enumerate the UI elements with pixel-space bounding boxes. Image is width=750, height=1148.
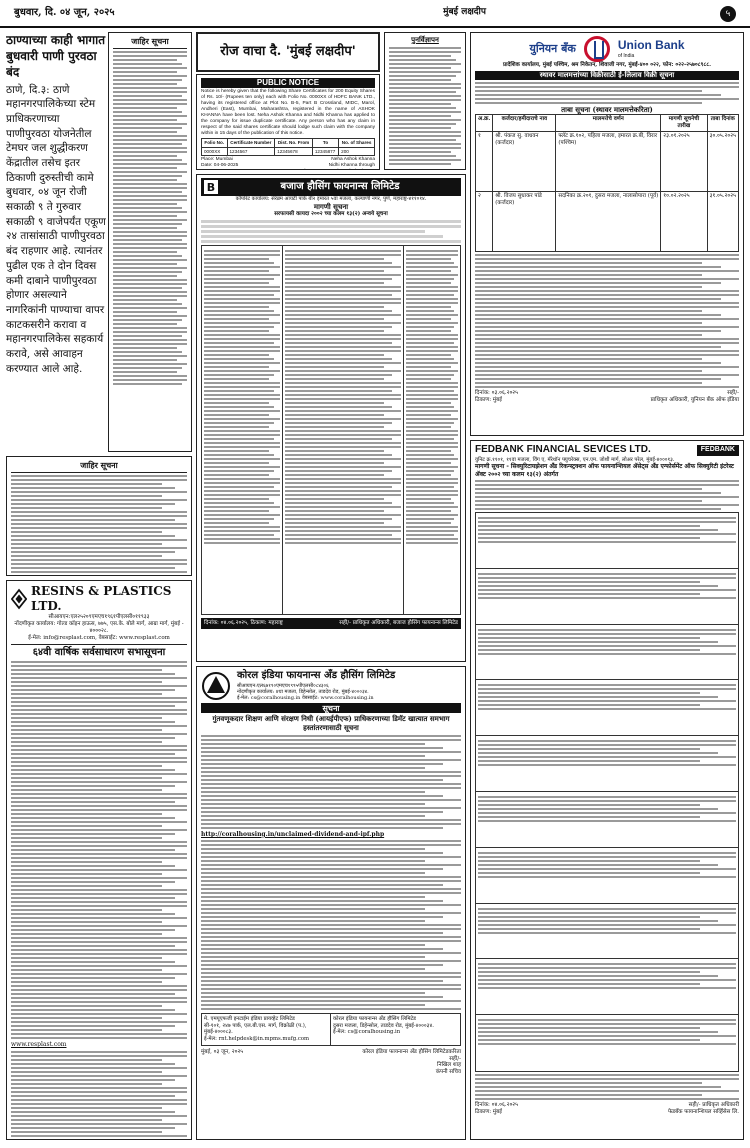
- ub-r1-demand: २३.०१.२०२५: [661, 132, 707, 192]
- bajaj-office: कॉपोरेट कार्यालय: सेरेब्रम आयटी पार्क बी२ इमारत ५वा मजला, कल्याणी नगर, पुणे, महाराष्ट्र-४११०१४.: [235, 196, 427, 202]
- ub-r2-demand: १०.०२.२०२५: [661, 192, 707, 252]
- bajaj-section: सरफायसी कायदा २००२ च्या कलम १३(२) अन्वये सूचना: [274, 211, 388, 218]
- coral-india-notice: [196, 666, 466, 1140]
- pn-body: Notice is hereby given that the following Share Certificates for 200 Equity Shares of Rs. 10/- (Rupees ten only) each with Folio No. 0000XX of HDFC BANK LTD., having its registered office at Plot No. B-5, Part B Crossland, MIDC, Marol, Andheri (East), Mumbai, Maharashtra, registered in the name of ASHOK KHANNA have been lost. Neha Ashok Khanna and Nidhi Khanna has applied to the company for issue duplicate certificate. Any person who has any claim in respect of the said shares certificate should lodge such claim with the company within in 15 days of the publication of this notice.: [201, 89, 375, 136]
- pn-th-cert: Certificate Number: [227, 138, 275, 147]
- coral-title: सूचना: [201, 703, 461, 713]
- resins-address: नोंदणीकृत कार्यालय: गोल्ड कॉइन हाऊस, ७७५, एस.के. बोले मार्ग, आग्रा मार्ग, मुंबई - ४०००२८.: [14, 620, 184, 634]
- fedbank-footer-sign: सही/- प्राधिकृत अधिकारी फेडबँक फायनान्शियल सर्व्हिसेस लि.: [667, 1102, 739, 1115]
- ub-th-sr: अ.क्र.: [476, 115, 493, 132]
- masthead: [0, 0, 750, 28]
- ub-table: [475, 114, 739, 252]
- issue-date: बुधवार, दि. ०४ जून, २०२५: [14, 6, 115, 18]
- ub-title1: स्थावर मालमत्तांच्या विक्रीसाठी ई-लिलाव विक्री सूचना: [475, 71, 739, 80]
- resins-plastics-notice: [6, 580, 192, 1140]
- list-item: [476, 513, 738, 569]
- pn-th-shares: No. of Shares: [339, 138, 375, 147]
- ub-footer-sign: सही/- प्राधिकृत अधिकारी, युनियन बँक ऑफ इंडिया: [650, 390, 739, 403]
- fedbank-name: FEDBANK FINANCIAL SEVICES LTD.: [475, 444, 651, 455]
- table-row: [202, 147, 375, 156]
- pn-td-shares: 200: [339, 147, 375, 156]
- bajaj-subtitle: मागणी सूचना: [313, 201, 349, 211]
- ub-brand-marathi: युनियन बँक: [529, 42, 576, 56]
- coral-name: कोरल इंडिया फायनान्स अँड हौसिंग लिमिटेड: [237, 670, 396, 681]
- ub-brand-sub: of India: [617, 53, 635, 60]
- ub-th-possession: ताबा दिनांक: [707, 115, 738, 132]
- resins-contact: ई-मेल: info@resplast.com, वेबसाईट: www.resplast.com: [28, 634, 170, 641]
- ub-address: प्रादेशिक कार्यालय, मुंबई पश्चिम, श्रम निकेतन, शिवाजी नगर, मुंबई-४०० ०२२, फोन: ०२२-२५७०८९८८.: [502, 62, 712, 68]
- pn-sign: Neha Ashok Khanna Nidhi Khanna through: [328, 157, 375, 169]
- list-item: [476, 569, 738, 625]
- ub-r2-sr: २: [476, 192, 493, 252]
- article-body: ठाणे, दि.३: ठाणे महानगरपालिकेच्या स्टेम प्राधिकरणाच्या पाणीपुरवठा योजनेतील टेमघर जल शुद्धीकरण केंद्रातील तसेच इतर ठिकाणी दुरुस्तीची कामे बुधवार, ०४ जून रोजी सकाळी ९ ते गुरुवार सकाळी ९ वाजेपर्यंत एकूण २४ तासांसाठी पाणीपुरवठा बंद राहणार आहे. त्यानंतर पुढील एक ते दोन दिवस कमी दाबाने पाणीपुरवठा होणार असल्याने नागरिकांनी पाण्याचा वापर काटकसरीने करावा व महानगरपालिकेस सहकार्य करावे, असे आवाहन करण्यात आले आहे.: [6, 83, 106, 375]
- page-number: ५: [720, 6, 736, 22]
- ub-footer: दिनांक: ०३.०६.२०२५ ठिकाण: मुंबई: [475, 390, 519, 403]
- union-bank-logo-icon: [584, 36, 610, 62]
- coral-subtitle: गुंतवणूकदार शिक्षण आणि संरक्षण निधी (आयईपीएफ) प्राधिकरणाच्या डिमॅट खात्यात समभाग हस्तांतरणासाठी सूचना: [212, 714, 450, 732]
- pn-table: [201, 138, 375, 156]
- coral-address: नोंदणीकृत कार्यालय: ४था मजला, डिहेन्सोल, ताडदेव रोड, मुंबई-४०००३४.: [237, 688, 369, 695]
- water-supply-article: [6, 32, 106, 452]
- coral-rta-right: कोरल इंडिया फायनान्स अँड हौसिंग लिमिटेड दुसरा मजला, डिहेन्सोल, ताडदेव रोड, मुंबई-४०००३४. ई-मेल: cs@coralhousing.in: [333, 1016, 434, 1036]
- public-notice-marathi-2: [6, 456, 192, 576]
- list-item: [476, 792, 738, 848]
- ub-brand-english: Union Bank: [617, 38, 685, 53]
- ub-r1-borrower: श्री. पंकज सु. वाधवन (कर्जदार): [493, 132, 556, 192]
- fedbank-subtitle: मागणी सूचना - सिक्युरिटायझेशन अँड रिकन्स्ट्रक्शन ऑफ फायनान्शियल ॲसेट्स अँड एन्फोर्समेंट ऑफ सिक्युरिटी इंटरेस्ट ॲक्ट २००२ च्या कलम १३(२) अंतर्गत: [475, 463, 734, 478]
- coral-contact: ई-मेल: cs@coralhousing.in वेबसाईट: www.coralhousing.in: [237, 695, 374, 701]
- list-item: [476, 625, 738, 681]
- fedbank-logo: FEDBANK: [697, 445, 739, 456]
- table-row: [476, 192, 739, 252]
- public-notice-marathi-1: [108, 32, 192, 452]
- pn-td-folio: 0000XX: [202, 147, 228, 156]
- coral-rta-table: [201, 1013, 461, 1045]
- fedbank-office: युनिट क्र.११०१, ११वा मजला, विंग ए, मॅरेथॉन फ्युचरेक्स, एन.एम. जोशी मार्ग, लोअर परेल, मुंबई-४०००१३.: [475, 456, 675, 463]
- bajaj-logo-icon: [204, 180, 218, 194]
- list-item: [476, 848, 738, 904]
- pn-th-to: To: [312, 138, 338, 147]
- pn-title: PUBLIC NOTICE: [201, 78, 375, 88]
- bajaj-footer-sign: सही/- प्राधिकृत अधिकारी, बजाज हौसिंग फायनान्स लिमिटेड: [339, 620, 458, 627]
- list-item: [476, 736, 738, 792]
- resins-website-link[interactable]: www.resplast.com: [11, 1041, 67, 1048]
- fedbank-footer: दिनांक: ०४.०६.२०२५ ठिकाण: मुंबई: [475, 1102, 519, 1115]
- coral-url-link[interactable]: http://coralhousing.in/unclaimed-dividend-and-ipf.php: [201, 830, 385, 838]
- resins-agm-heading: ६४वी वार्षिक सर्वसाधारण सभासूचना: [32, 646, 166, 658]
- coral-rta-left: मे. एमयूएफजी इनटाईम इंडिया प्रायव्हेट लिमिटेड सी-१०१, २४७ पार्क, एल.बी.एस. मार्ग, विक्रोळी (प.), मुंबई-४०००८३. ई-मेल: rnt.helpdesk@in.mpms.mufg.com: [202, 1014, 331, 1044]
- coral-cin: सीआयएन:एल६७१९०एमएच१९९५पीएलसी०८४३०६: [237, 682, 329, 689]
- pn-place: Place: Mumbai Date: 04-06-2025: [201, 157, 239, 169]
- republication-notice: [384, 32, 466, 170]
- coral-date: मुंबई, ०३ जून, २०२५: [201, 1048, 244, 1055]
- list-item: [476, 1015, 738, 1071]
- notice-title: जाहिर सूचना: [131, 36, 169, 46]
- list-item: [476, 680, 738, 736]
- pn-th-folio: Folio No.: [202, 138, 228, 147]
- resins-company-name: RESINS & PLASTICS LTD.: [31, 584, 172, 613]
- ub-r2-borrower: श्री. विजय सुधाकर पांडे (कर्जदार): [493, 192, 556, 252]
- list-item: [476, 959, 738, 1015]
- ub-th-demand: मागणी सूचनेची तारीख: [661, 115, 707, 132]
- pn-td-cert: 1234567: [227, 147, 275, 156]
- publication-name: मुंबई लक्षदीप: [443, 7, 486, 18]
- banner-text: रोज वाचा दै. 'मुंबई लक्षदीप': [220, 43, 356, 59]
- notice2-title: जाहिर सूचना: [80, 460, 118, 470]
- read-daily-banner: [196, 32, 380, 72]
- ub-r1-sr: १: [476, 132, 493, 192]
- ub-th-borrower: कर्जदार/हमीदाराचे नाव: [493, 115, 556, 132]
- pn-td-to: 12345877: [312, 147, 338, 156]
- union-bank-notice: [470, 32, 744, 436]
- pn-td-from: 12345678: [275, 147, 313, 156]
- svg-text:B: B: [206, 181, 216, 194]
- fedbank-table: [475, 512, 739, 1072]
- ub-r1-possession: ३०.०५.२०२५: [707, 132, 738, 192]
- ub-th-property: मालमत्तेचे वर्णन: [556, 115, 661, 132]
- resins-logo-icon: [11, 588, 27, 610]
- bajaj-table: [201, 245, 461, 615]
- pn-th-from: Dist. No. From: [275, 138, 313, 147]
- bajaj-footer-date: दिनांक: ०४.०६.२०२५, ठिकाण: महाराष्ट्र: [204, 620, 283, 627]
- article-headline: ठाण्याच्या काही भागात बुधवारी पाणी पुरवठा बंद: [6, 33, 106, 80]
- bajaj-name: बजाज हौसिंग फायनान्स लिमिटेड: [280, 180, 400, 192]
- list-item: [476, 904, 738, 960]
- ub-r2-property: सदनिका क्र.२०१, दुसरा मजला, नालासोपारा (पूर्व): [556, 192, 661, 252]
- coral-sign: कोरल इंडिया फायनान्स अँड हौसिंग लिमिटेडकरिता सही/- निखिल शाह कंपनी सचिव: [362, 1048, 461, 1076]
- ub-title2: ताबा सूचना (स्थावर मालमत्तेकरिता): [561, 104, 653, 114]
- fedbank-notice: [470, 440, 744, 1140]
- table-row: [476, 132, 739, 192]
- republication-title: पुनर्विज्ञापन: [411, 35, 439, 44]
- bajaj-housing-notice: [196, 174, 466, 662]
- resins-cin: सीआयएन:एल२५२०९एमएच१९६१पीएलसी०११९३३: [48, 614, 150, 620]
- ub-r2-possession: ३१.०५.२०२५: [707, 192, 738, 252]
- coral-logo-icon: [201, 671, 231, 701]
- public-notice-english: [196, 74, 380, 170]
- ub-r1-property: फ्लॅट क्र.१०२, पहिला मजला, इमारत क्र.बी, विरार (पश्चिम): [556, 132, 661, 192]
